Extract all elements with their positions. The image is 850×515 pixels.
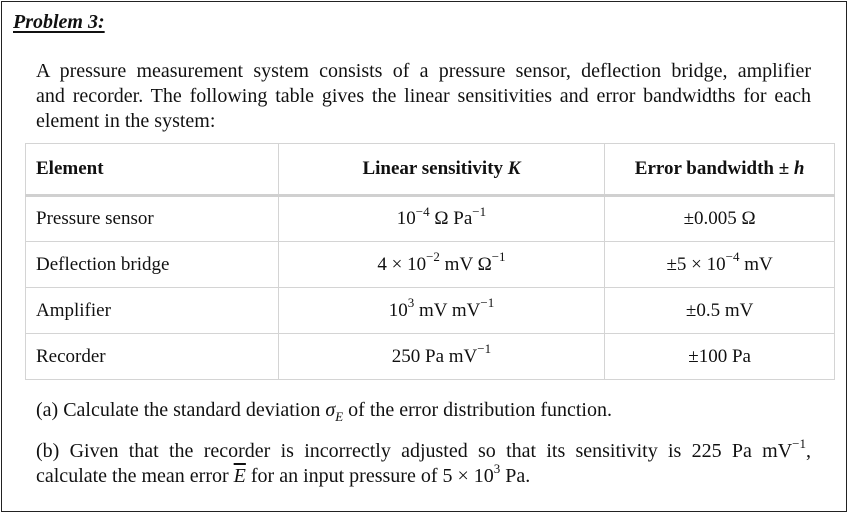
sigma-symbol: σ [325, 399, 336, 421]
row-bandwidth: ±100 Pa [605, 334, 835, 380]
header-h-symbol: h [793, 158, 805, 179]
intro-line-1: A pressure measurement system consists of a pressure sensor, deflection bridge, amplifier [36, 60, 811, 82]
problem-intro [36, 59, 811, 134]
question-b [36, 436, 811, 489]
header-element: Element [26, 144, 279, 196]
problem-heading: Problem 3: [13, 11, 105, 33]
row-element: Pressure sensor [26, 196, 279, 242]
row-element: Recorder [26, 334, 279, 380]
table-row [26, 334, 835, 380]
row-sensitivity: 250 Pa $mV^{-1}$ [278, 334, 605, 380]
question-a: (a) Calculate the standard deviation $\sigma_E$ of the error distribution function. [36, 399, 612, 424]
mean-error-symbol: $\overline{E}$ [233, 465, 246, 487]
question-b-line-1: (b) Given that the recorder is incorrectly adjusted so that its sensitivity is 225 Pa $mV^{-1}$, [36, 436, 811, 462]
problem-frame [1, 1, 847, 512]
intro-line-2: and recorder. The following table gives the linear sensitivities and error bandwidths for each [36, 85, 811, 107]
table-row [26, 242, 835, 288]
row-sensitivity: $4 \times 10^{-2}$ mV $\Omega^{-1}$ [278, 242, 605, 288]
row-element: Amplifier [26, 288, 279, 334]
header-error-bandwidth-text: Error bandwidth ± [634, 158, 794, 179]
header-linear-sensitivity-text: Linear sensitivity [362, 158, 508, 179]
header-error-bandwidth [605, 144, 835, 196]
row-bandwidth: $\pm 5 \times 10^{-4}$ mV [605, 242, 835, 288]
sensitivity-table [25, 143, 835, 380]
row-bandwidth: ±0.5 mV [605, 288, 835, 334]
header-k-symbol: K [507, 158, 521, 179]
table-row [26, 196, 835, 242]
table-header-row [26, 144, 835, 196]
row-bandwidth: ±0.005 Ω [605, 196, 835, 242]
row-element: Deflection bridge [26, 242, 279, 288]
question-b-line-2: calculate the mean error $\overline{E}$ for an input pressure of $5 \times 10^3$ Pa. [36, 461, 531, 487]
row-sensitivity: $10^{-4}$ Ω $Pa^{-1}$ [278, 196, 605, 242]
table-row [26, 288, 835, 334]
row-sensitivity: $10^3$ mV $mV^{-1}$ [278, 288, 605, 334]
intro-line-3: element in the system: [36, 110, 216, 132]
header-linear-sensitivity [278, 144, 605, 196]
